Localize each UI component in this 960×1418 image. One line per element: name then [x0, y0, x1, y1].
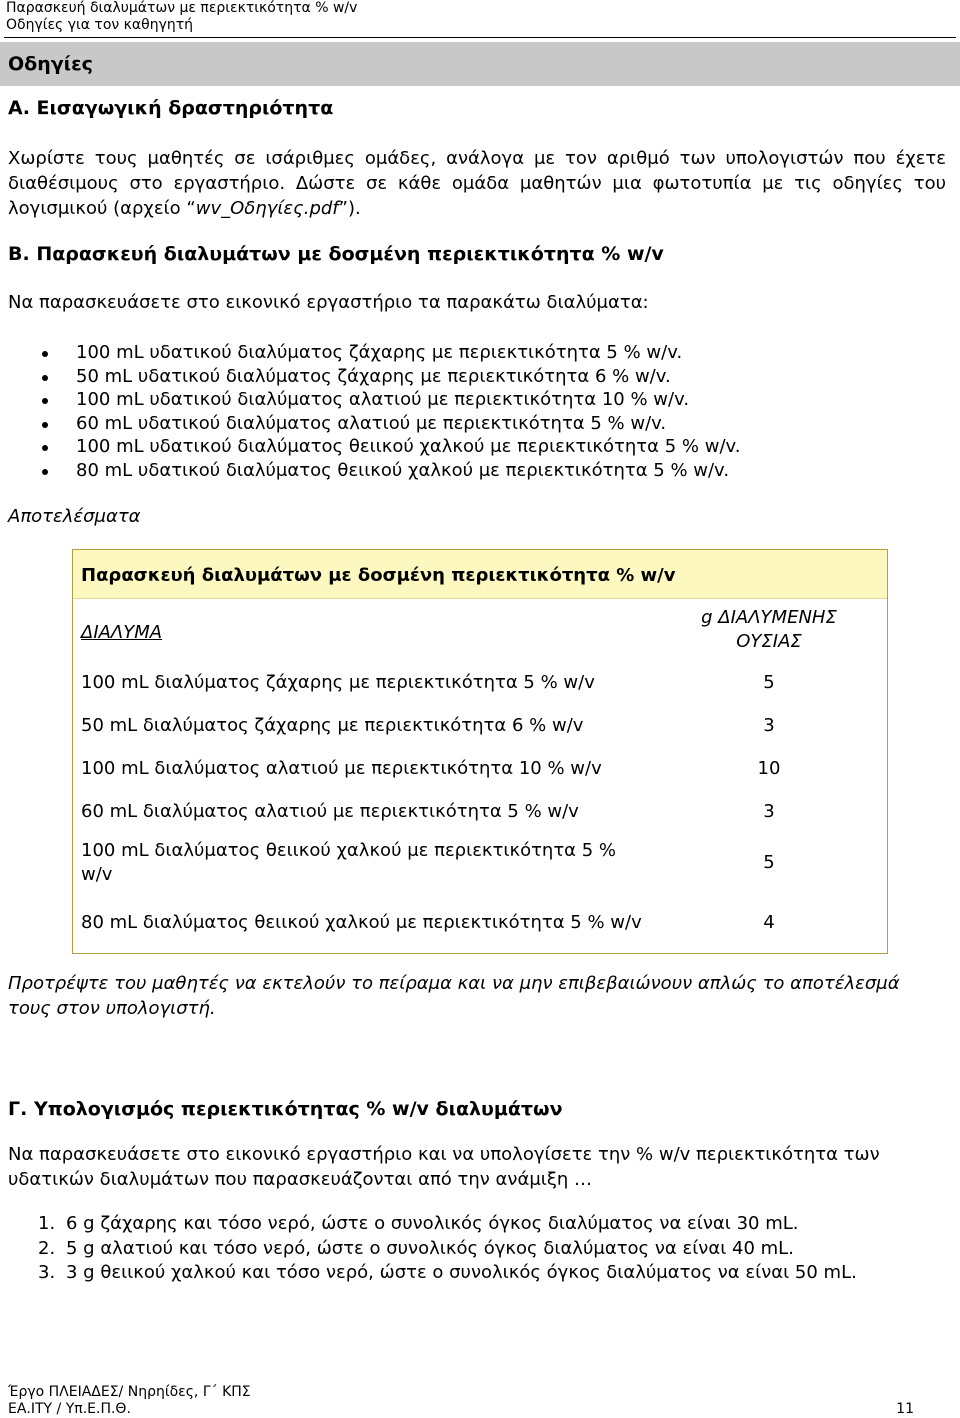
filename-text: wv_Οδηγίες.pdf	[195, 198, 339, 219]
bullet-icon	[42, 445, 48, 451]
list-item	[8, 1237, 857, 1262]
table-row	[73, 790, 887, 833]
list-item	[8, 341, 741, 365]
header-title: Παρασκευή διαλυμάτων με περιεκτικότητα % w/v	[6, 0, 358, 16]
list-item	[8, 412, 741, 436]
bullet-icon	[42, 398, 48, 404]
table-header	[73, 550, 887, 599]
list-item	[8, 1261, 857, 1286]
section-a-paragraph	[8, 146, 946, 221]
section-b-title: Β. Παρασκευή διαλυμάτων με δοσμένη περιεκτικότητα % w/v	[8, 243, 664, 265]
teacher-note: Προτρέψτε του μαθητές να εκτελούν το πείραμα και να μην επιβεβαιώνουν απλώς το αποτέλεσμά τους στον υπολογιστή.	[8, 973, 900, 1019]
results-label: Αποτελέσματα	[8, 506, 141, 527]
column-header-grams	[651, 606, 887, 654]
list-item-text: 80 mL υδατικού διαλύματος θειικού χαλκού με περιεκτικότητα 5 % w/v.	[76, 459, 730, 481]
section-b-intro: Να παρασκευάσετε στο εικονικό εργαστήριο τα παρακάτω διαλύματα:	[8, 292, 649, 313]
footer-institution: ΕΑ.ΙΤΥ / Υπ.Ε.Π.Θ.	[8, 1401, 131, 1417]
table-cell-solution: 80 mL διαλύματος θειικού χαλκού με περιεκτικότητα 5 % w/v	[81, 912, 642, 933]
list-item-text: 6 g ζάχαρης και τόσο νερό, ώστε ο συνολικός όγκος διαλύματος να είναι 30 mL.	[66, 1213, 799, 1234]
list-item-text: 100 mL υδατικού διαλύματος ζάχαρης με περιεκτικότητα 5 % w/v.	[76, 342, 683, 363]
section-c-title: Γ. Υπολογισμός περιεκτικότητας % w/v διαλυμάτων	[8, 1098, 563, 1120]
exercise-list	[8, 1212, 857, 1286]
bullet-icon	[42, 422, 48, 428]
results-table	[72, 549, 888, 954]
list-item	[8, 1212, 857, 1237]
table-cell-grams: 5	[763, 671, 775, 693]
band-title: Οδηγίες	[8, 53, 93, 75]
item-number: 2.	[38, 1237, 56, 1259]
bullet-icon	[42, 351, 48, 357]
list-item	[8, 388, 741, 412]
table-cell-solution: 100 mL διαλύματος ζάχαρης με περιεκτικότητα 5 % w/v	[81, 671, 595, 693]
list-item-text: 60 mL υδατικού διαλύματος αλατιού με περιεκτικότητα 5 % w/v.	[76, 412, 667, 434]
instructions-band	[0, 42, 960, 86]
table-title: Παρασκευή διαλυμάτων με δοσμένη περιεκτικότητα % w/v	[81, 565, 676, 586]
table-row	[73, 661, 887, 704]
page-number: 11	[896, 1401, 914, 1417]
table-cell-grams: 10	[757, 757, 781, 779]
footer-project: Έργο ΠΛΕΙΑΔΕΣ/ Νηρηίδες, Γ΄ ΚΠΣ	[8, 1384, 251, 1400]
table-row	[73, 704, 887, 747]
header-subtitle: Οδηγίες για τον καθηγητή	[6, 17, 194, 33]
column-header-solution: ΔΙΑΛΥΜΑ	[81, 622, 163, 643]
running-header	[6, 0, 357, 34]
item-number: 1.	[38, 1213, 56, 1234]
table-cell-grams: 4	[763, 912, 775, 933]
list-item-text: 5 g αλατιού και τόσο νερό, ώστε ο συνολικός όγκος διαλύματος να είναι 40 mL.	[66, 1237, 794, 1259]
list-item-text: 3 g θειικού χαλκού και τόσο νερό, ώστε ο συνολικός όγκος διαλύματος να είναι 50 mL.	[66, 1262, 857, 1283]
section-a-text: Χωρίστε τους μαθητές σε ισάριθμες ομάδες, ανάλογα με τον αριθμό των υπολογιστών που έχετε διαθέσιμους στο εργαστήριο. Δώστε σε κάθε ομάδα μαθητών μια φωτοτυπία με τις οδηγίες του λογισμικού (αρχείο “	[8, 148, 946, 219]
table-row	[73, 833, 887, 893]
table-column-headers	[73, 599, 887, 661]
list-item	[8, 365, 741, 389]
table-cell-solution: 50 mL διαλύματος ζάχαρης με περιεκτικότητα 6 % w/v	[81, 714, 584, 736]
section-a-title: Α. Εισαγωγική δραστηριότητα	[8, 97, 334, 119]
table-row	[73, 747, 887, 790]
list-item-text: 50 mL υδατικού διαλύματος ζάχαρης με περιεκτικότητα 6 % w/v.	[76, 365, 671, 387]
header-rule	[4, 37, 956, 38]
section-a-text-end: ”).	[338, 198, 361, 219]
bullet-icon	[42, 375, 48, 381]
section-c-intro: Να παρασκευάσετε στο εικονικό εργαστήριο και να υπολογίσετε την % w/v περιεκτικότητα των υδατικών διαλυμάτων που παρασκευάζονται από την ανάμιξη …	[8, 1144, 880, 1190]
table-cell-solution: 100 mL διαλύματος θειικού χαλκού με περιεκτικότητα 5 % w/v	[81, 840, 617, 885]
list-item	[8, 435, 741, 459]
table-row	[73, 893, 887, 953]
table-cell-grams: 5	[763, 852, 775, 873]
list-item	[8, 459, 741, 483]
column-header-grams-line1: g ΔΙΑΛΥΜΕΝΗΣ	[701, 607, 837, 628]
list-item-text: 100 mL υδατικού διαλύματος αλατιού με περιεκτικότητα 10 % w/v.	[76, 389, 690, 410]
table-cell-solution: 60 mL διαλύματος αλατιού με περιεκτικότητα 5 % w/v	[81, 800, 579, 822]
bullet-icon	[42, 469, 48, 475]
list-item-text: 100 mL υδατικού διαλύματος θειικού χαλκού με περιεκτικότητα 5 % w/v.	[76, 436, 741, 457]
table-cell-grams: 3	[763, 800, 775, 822]
solutions-list	[8, 341, 741, 482]
column-header-grams-line2: ΟΥΣΙΑΣ	[736, 631, 802, 652]
table-cell-solution: 100 mL διαλύματος αλατιού με περιεκτικότητα 10 % w/v	[81, 757, 602, 779]
table-cell-grams: 3	[763, 714, 775, 736]
item-number: 3.	[38, 1262, 56, 1283]
